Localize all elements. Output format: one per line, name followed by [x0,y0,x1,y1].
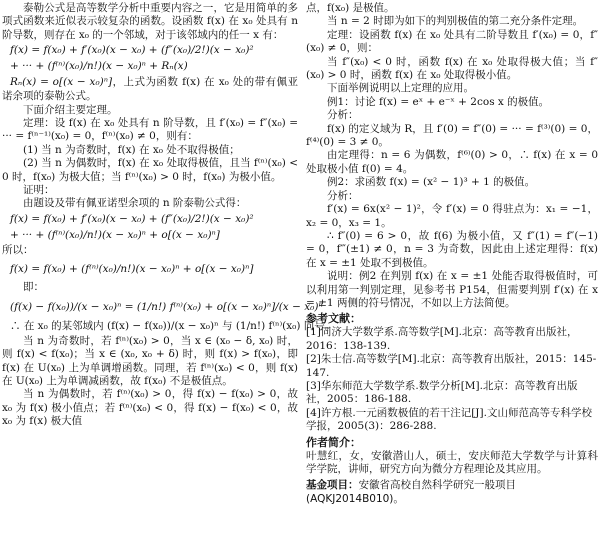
analysis-1: f(x) 的定义域为 R，且 f′(0) = f″(0) = ··· = f⁽³⁾(0) = 0，f⁽⁴⁾(0) = 3 ≠ 0。 [306,122,598,149]
even-case-paragraph: 当 n 为偶数时，若 f⁽ⁿ⁾(x₀) > 0，得 f(x) − f(x₀) > 0，故 x₀ 为 f(x) 极小值点；若 f⁽ⁿ⁾(x₀) < 0，得 f(x) − f(x₀) < 0，故 x₀ 为 f(x) 极大值 [2,388,298,428]
proof-equation-same-sign: ∴ 在 x₀ 的某邻域内 (f(x) − f(x₀))/(x − x₀)ⁿ 与 (1/n!) f⁽ⁿ⁾(x₀) 同号。 [10,319,336,332]
analysis-2-conclusion: ∴ f″(0) = 6 > 0，故 f(6) 为极小值，又 f″(1) = f″(−1) = 0，f‴(±1) ≠ 0，n = 3 为奇数，因此由上述定理得：f(x) 在 x = ±1 处取不到极值。 [306,229,598,269]
intro-paragraph: 泰勒公式是高等数学分析中重要内容之一，它是用简单的多项式函数来近似表示较复杂的函数。设函数 f(x) 在 x₀ 处具有 n 阶导数，则存在 x₀ 的一个邻域，对于该邻域内的任一 x 有： [2,2,298,41]
examples-intro: 下面举例说明以上定理的应用。 [327,82,474,95]
proof-equation-line-1: f(x) = f(x₀) + f′(x₀)(x − x₀) + (f″(x₀)/2!)(x − x₀)² [10,212,254,225]
so-label: 所以： [2,243,34,256]
references-heading: 参考文献： [306,312,361,326]
right-column [306,2,598,506]
theorem-intro: 下面介绍主要定理。 [23,103,118,116]
taylor-equation-line-2: + ··· + (f⁽ⁿ⁾(x₀)/n!)(x − x₀)ⁿ + Rₙ(x) [10,60,188,73]
analysis-2: f′(x) = 6x(x² − 1)²，令 f′(x) = 0 得驻点为：x₁ = −1，x₂ = 0，x₃ = 1。 [306,203,598,229]
remainder-description: ，上式为函数 f(x) 在 x₀ 处的带有佩亚诺余项的泰勒公式。 [2,76,298,103]
example-1: 例1：讨论 f(x) = eˣ + e⁻ˣ + 2cos x 的极值。 [327,95,550,108]
fund-label: 基金项目： [306,479,359,492]
fund-text: 安徽省高校自然科学研究一般项目(AQKJ2014B010)。 [306,479,516,506]
analysis-2-label: 分析： [327,189,359,202]
proof-intro: 由题设及带有佩亚诺型余项的 n 阶泰勒公式得： [23,197,247,210]
remainder-equation: Rₙ(x) = o[(x − x₀)ⁿ] [10,76,113,89]
explanation-paragraph: 说明：例2 在判别 f(x) 在 x = ±1 处能否取得极值时，可以利用第一判别定理，见参考书 P154，但需要判别 f′(x) 在 x = ±1 两侧的符号情况，不如以上方法简便。 [306,270,598,309]
reference-item: [3]华东师范大学数学系.数学分析[M].北京：高等教育出版社，2005：186-188. [306,379,578,406]
taylor-equation-line-1: f(x) = f(x₀) + f′(x₀)(x − x₀) + (f″(x₀)/2!)(x − x₀)² [10,44,254,57]
theorem-2-statement: 定理：设函数 f(x) 在 x₀ 处具有二阶导数且 f′(x₀) = 0，f″(x₀) ≠ 0，则： [306,28,598,55]
odd-case-paragraph: 当 n 为奇数时，若 f⁽ⁿ⁾(x₀) > 0，当 x ∈ (x₀ − δ, x₀) 时，则 f(x) < f(x₀)；当 x ∈ (x₀, x₀ + δ) 时，则 f(x) > f(x₀)，即 f(x) 在 U(x₀) 上为单调增函数。同理，若 f⁽ⁿ⁾(x₀) < 0，则 f(x) 在 U(x₀) 上为单调减函数，故 f(x₀) 不是极值点。 [2,334,298,387]
ji-label: 即： [23,281,44,294]
reference-item: [4]许方根.一元函数极值的若干注记[J].文山师范高等专科学校学报，2005(3)：286-288. [306,406,592,433]
theorem-case-1: (1) 当 n 为奇数时，f(x) 在 x₀ 处不取得极值； [23,143,240,156]
proof-label: 证明： [23,184,55,197]
references-list [306,326,598,433]
proof-equation-ratio: (f(x) − f(x₀))/(x − x₀)ⁿ = (1/n!) f⁽ⁿ⁾(x₀) + o[(x − x₀)ⁿ]/(x − x₀)ⁿ [10,300,323,313]
theorem-2-cases: 当 f″(x₀) < 0 时，函数 f(x) 在 x₀ 处取得极大值；当 f″(x₀) > 0 时，函数 f(x) 在 x₀ 处取得极小值。 [306,55,598,82]
author-heading: 作者简介： [306,435,361,449]
theorem-case-2: (2) 当 n 为偶数时，f(x) 在 x₀ 处取得极值，且当 f⁽ⁿ⁾(x₀) < 0 时，f(x₀) 为极大值；当 f⁽ⁿ⁾(x₀) > 0 时，f(x₀) 为极小值。 [2,157,298,183]
reference-item: [1]同济大学数学系.高等数学[M].北京：高等教育出版社，2016：138-139. [306,326,578,352]
n-equals-2-paragraph: 当 n = 2 时即为如下的判别极值的第二充分条件定理。 [327,15,584,28]
proof-equation-line-3: f(x) = f(x₀) + (f⁽ⁿ⁾(x₀)/n!)(x − x₀)ⁿ + o[(x − x₀)ⁿ] [10,263,254,276]
continuation-text: 点，f(x₀) 是极值。 [306,2,395,14]
analysis-1-label: 分析： [327,109,359,122]
author-bio: 叶慧红，女，安徽潜山人，硕士，安庆师范大学数学与计算科学学院，讲师，研究方向为微分方程理论及其应用。 [306,449,598,475]
proof-equation-line-2: + ··· + (f⁽ⁿ⁾(x₀)/n!)(x − x₀)ⁿ + o[(x − x₀)ⁿ] [10,228,220,241]
example-2: 例2：求函数 f(x) = (x² − 1)³ + 1 的极值。 [327,176,536,189]
reference-item: [2]朱士信.高等数学[M].北京：高等教育出版社，2015：145-147. [306,353,597,379]
conclusion-1: 由定理得：n = 6 为偶数，f⁽⁶⁾(0) > 0，∴ f(x) 在 x = 0 处取极小值 f(0) = 4。 [306,149,598,175]
theorem-statement: 定理：设 f(x) 在 x₀ 处具有 n 阶导数，且 f′(x₀) = f″(x₀) = ··· = f⁽ⁿ⁻¹⁾(x₀) = 0，f⁽ⁿ⁾(x₀) ≠ 0，则有： [2,117,298,143]
remainder-paragraph [2,75,298,103]
fund-line [306,478,598,506]
